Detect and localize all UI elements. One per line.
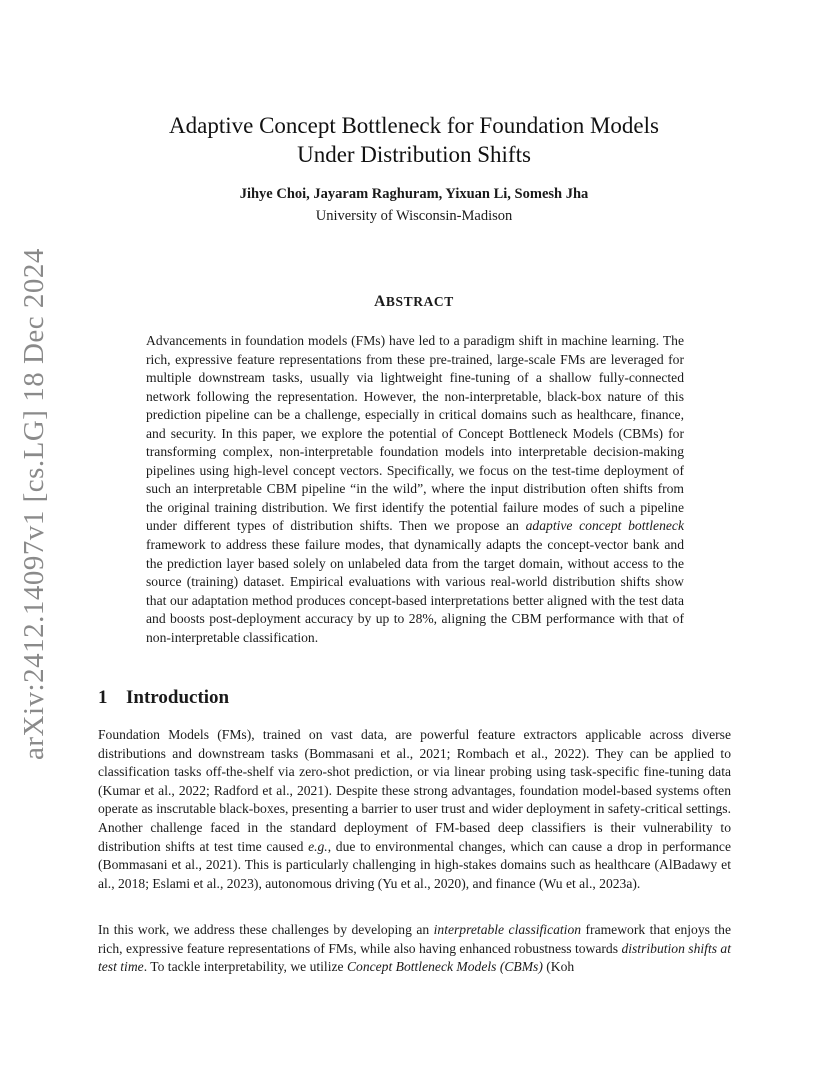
p2-emphasis-3: Concept Bottleneck Models (CBMs) bbox=[346, 959, 543, 975]
title-line-1: Adaptive Concept Bottleneck for Foundation Models bbox=[169, 113, 659, 138]
abstract-text-2: framework to address these failure modes, that dynamically adapts the concept-vector bank and the prediction layer based solely on unlabeled data from the target domain, without access to the source (training) dataset. Empirical evaluations with various real-world distribution shifts show that our adaptation method produces concept-based interpretations better aligned with the test data and boosts post-deployment accuracy by up to 28%, aligning the CBM performance with that of non-interpretable classification. bbox=[146, 537, 684, 645]
author-list: Jihye Choi, Jayaram Raghuram, Yixuan Li, Somesh Jha bbox=[239, 186, 589, 202]
p2-text-c: . To tackle interpretability, we utilize bbox=[143, 959, 347, 975]
p2-emphasis-1: interpretable classification bbox=[433, 922, 582, 937]
title-line-2: Under Distribution Shifts bbox=[297, 142, 531, 167]
section-heading-introduction bbox=[98, 687, 229, 709]
affiliation: University of Wisconsin-Madison bbox=[315, 208, 513, 224]
p1-text-a: Foundation Models (FMs), trained on vast data, are powerful feature extractors applicable across diverse distributions and downstream tasks (Bommasani et al., 2021; Rombach et al., 2022). They can be applied to classification tasks off-the-shelf via zero-shot prediction, or via linear probing using task-specific fine-tuning data (Kumar et al., 2022; Radford et al., 2021). Despite these strong advantages, foundation model-based systems often operate as inscrutable black-boxes, presenting a barrier to user trust and wider deployment in safety-critical settings. Another challenge faced in the standard deployment of FM-based deep classifiers is their vulnerability to distribution shifts at test time caused bbox=[98, 727, 731, 854]
p2-emphasis-2: distribution shifts at test time bbox=[98, 940, 731, 975]
abstract-heading-rest: BSTRACT bbox=[385, 294, 454, 309]
paper-title bbox=[0, 111, 828, 169]
p2-text-d: (Koh bbox=[542, 959, 575, 975]
section-number: 1 bbox=[98, 687, 108, 708]
section-title: Introduction bbox=[126, 687, 230, 708]
abstract-body bbox=[146, 332, 684, 647]
abstract-text-1: Advancements in foundation models (FMs) have led to a paradigm shift in machine learning. The rich, expressive feature representations from these pre-trained, large-scale FMs are leveraged for multiple downstream tasks, usually via lightweight fine-tuning of a shallow fully-connected network following the representation. However, the non-interpretable, black-box nature of this prediction pipeline can be a challenge, especially in critical domains such as healthcare, finance, and security. In this paper, we explore the potential of Concept Bottleneck Models (CBMs) for transforming complex, non-interpretable foundation models into interpretable decision-making pipelines using high-level concept vectors. Specifically, we focus on the test-time deployment of such an interpretable CBM pipeline “in the wild”, where the input distribution often shifts from the original training distribution. We first identify the potential failure modes of such a pipeline under different types of distribution shifts. Then we propose an bbox=[146, 333, 684, 534]
abstract-heading-initial: A bbox=[374, 293, 386, 310]
abstract-heading bbox=[0, 293, 828, 311]
intro-paragraph-2 bbox=[98, 921, 731, 977]
intro-paragraph-1 bbox=[98, 726, 731, 893]
p2-text-b: framework that enjoys the rich, expressive feature representations of FMs, while also having enhanced robustness towards bbox=[98, 922, 732, 956]
p2-text-a: In this work, we address these challenges by developing an bbox=[98, 922, 434, 937]
abstract-emphasis: adaptive concept bottleneck bbox=[525, 518, 684, 534]
p1-text-b: , due to environmental changes, which can cause a drop in performance (Bommasani et al., 2021). This is particularly challenging in high-stakes domains such as healthcare (AlBadawy et al., 2018; Eslami et al., 2023), autonomous driving (Yu et al., 2020), and finance (Wu et al., 2023a). bbox=[98, 838, 731, 891]
arxiv-identifier-stamp: arXiv:2412.14097v1 [cs.LG] 18 Dec 2024 bbox=[18, 248, 50, 760]
p1-emphasis: e.g. bbox=[308, 838, 328, 854]
